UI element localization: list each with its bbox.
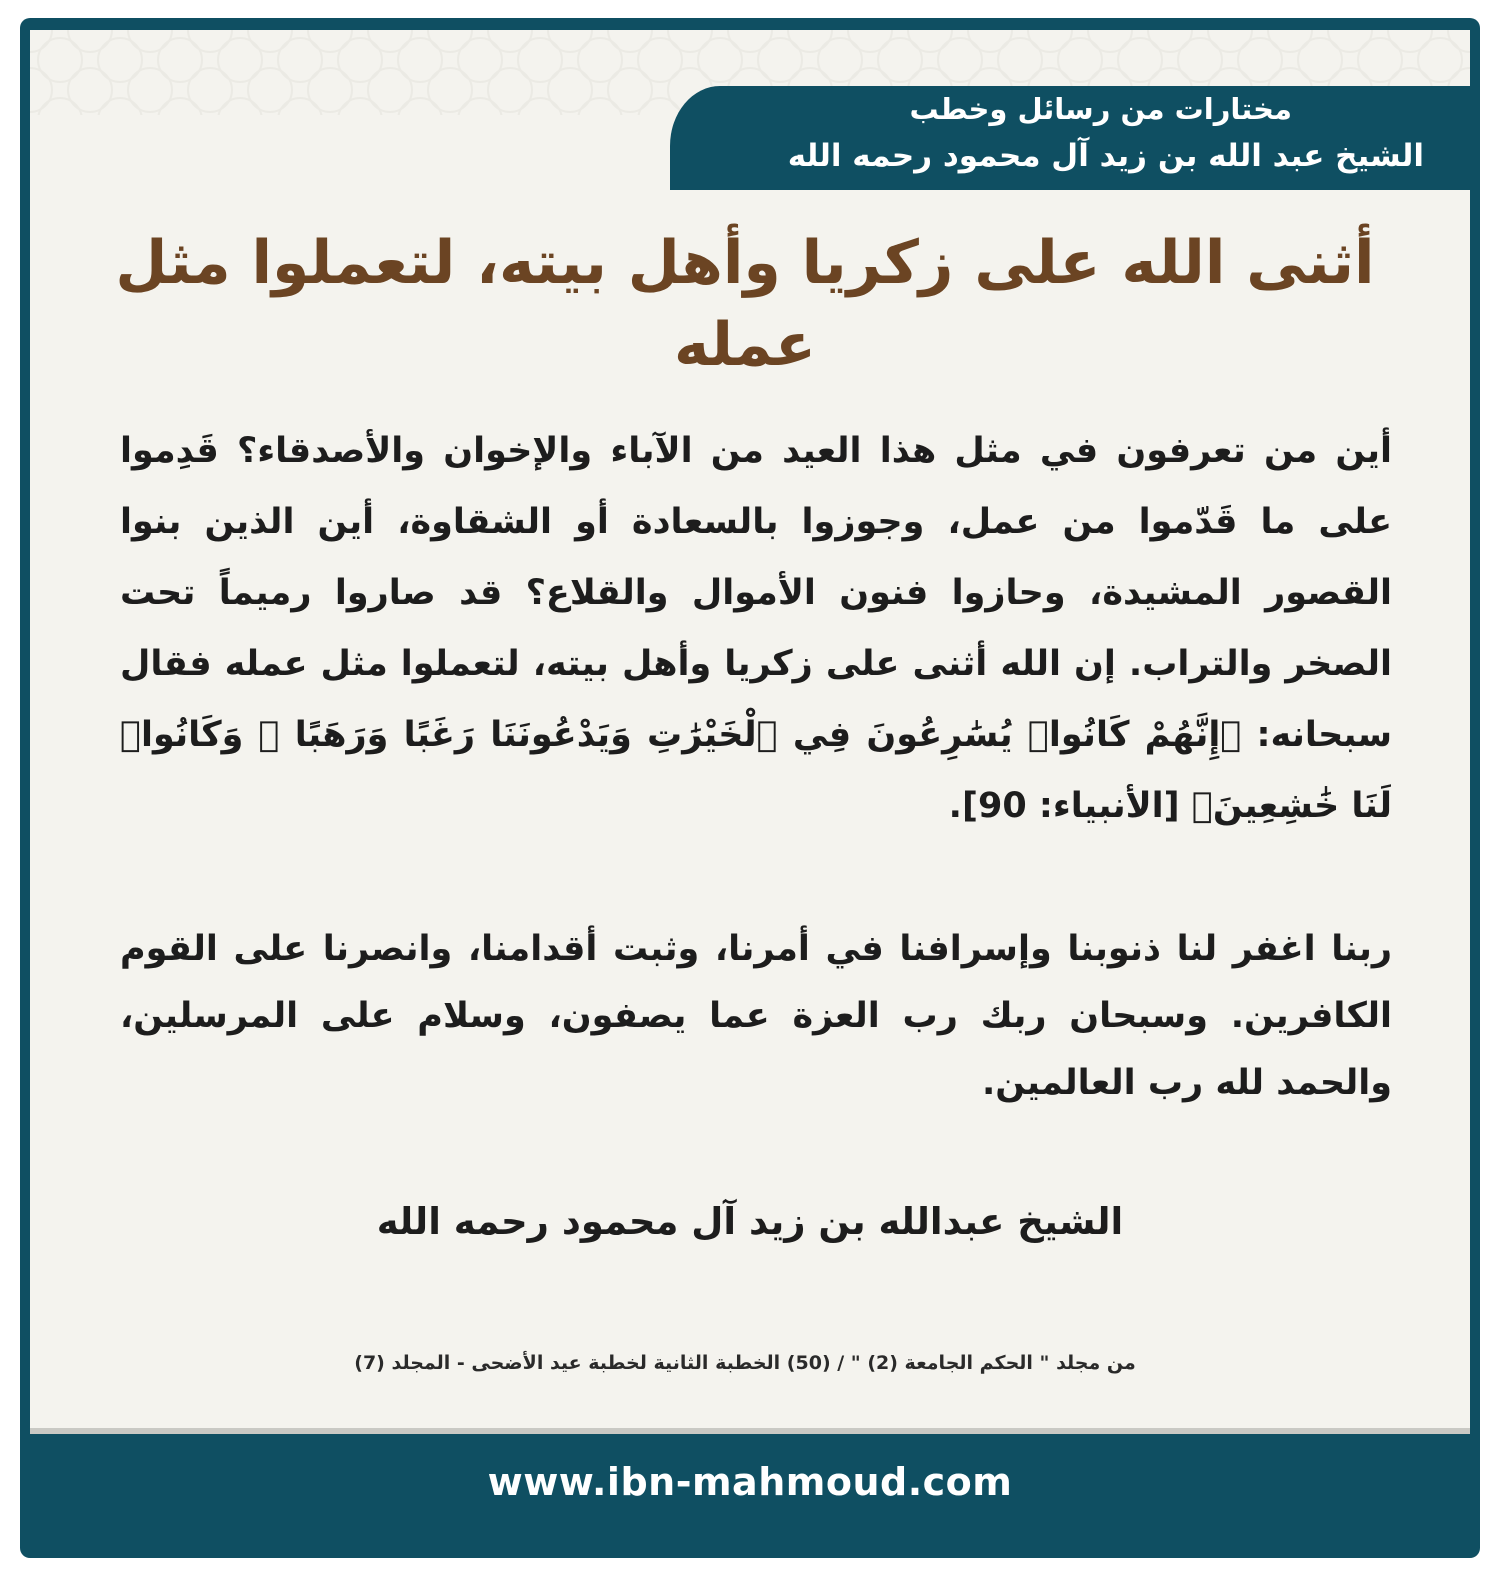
footer-bar (20, 1432, 1480, 1532)
header-author-name: الشيخ عبد الله بن زيد آل محمود رحمه الله (787, 138, 1424, 174)
body-paragraph-2: ربنا اغفر لنا ذنوبنا وإسرافنا في أمرنا، وثبت أقدامنا، وانصرنا على القوم الكافرين. وسبحان ربك رب العزة عما يصفون، وسلام على المرسلين، والحمد لله رب العالمين. (120, 929, 1392, 1103)
source-citation: من مجلد " الحكم الجامعة (2) " / (50) الخطبة الثانية لخطبة عيد الأضحى - المجلد (7) (354, 1352, 1136, 1374)
author-signature: الشيخ عبدالله بن زيد آل محمود رحمه الله (376, 1200, 1124, 1243)
body-paragraph-1: أين من تعرفون في مثل هذا العيد من الآباء والإخوان والأصدقاء؟ قَدِموا على ما قَدّموا من عمل، وجوزوا بالسعادة أو الشقاوة، أين الذين بنوا القصور المشيدة، وحازوا فنون الأموال والقلاع؟ قد صاروا رميماً تحت الصخر والتراب. إن الله أثنى على زكريا وأهل بيته، لتعملوا مثل عمله فقال سبحانه: ﴿إِنَّهُمْ كَانُوا۟ يُسَٰرِعُونَ فِي ٱلْخَيْرَٰتِ وَيَدْعُونَنَا رَغَبًا وَرَهَبًا ۖ وَكَانُوا۟ لَنَا خَٰشِعِينَ﴾ [الأنبياء: 90]. (120, 431, 1392, 826)
website-link[interactable]: www.ibn-mahmoud.com (487, 1460, 1013, 1504)
header-banner (670, 86, 1470, 190)
page-title: أثنى الله على زكريا وأهل بيته، لتعملوا مثل عمله (115, 228, 1375, 380)
header-series-title: مختارات من رسائل وخطب (909, 92, 1292, 126)
